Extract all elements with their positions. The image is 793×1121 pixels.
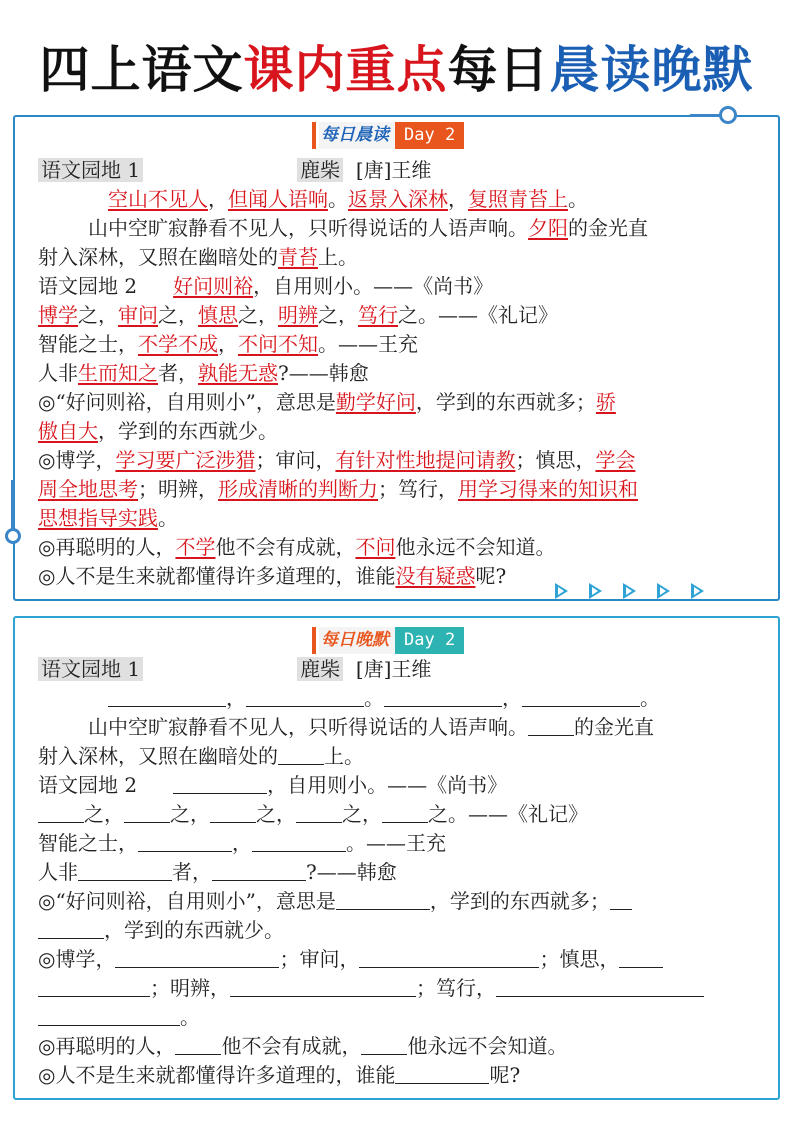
morning-badge [312, 122, 464, 149]
shangshu-line [38, 771, 758, 800]
answer: 审问 [118, 303, 158, 327]
shangshu-line [38, 272, 758, 301]
blank[interactable] [619, 947, 663, 968]
answer: 不学 [175, 535, 216, 559]
text: 他永远不会知道。 [395, 535, 556, 559]
blank[interactable] [210, 802, 256, 823]
blank[interactable] [230, 976, 416, 997]
blank[interactable] [361, 1034, 407, 1055]
text: 他永远不会知道。 [407, 1034, 568, 1058]
answer: 骄 [595, 390, 616, 414]
text: ，学到的东西就少。 [104, 918, 284, 942]
text: 他不会有成就， [221, 1034, 362, 1058]
blank[interactable] [138, 831, 232, 852]
poem-line-4: 复照青苔上 [468, 187, 568, 211]
text: 射入深林，又照在幽暗处的 [38, 245, 278, 269]
blank[interactable] [115, 947, 279, 968]
explanation-line-2 [38, 243, 758, 272]
smart-line [38, 1032, 758, 1061]
answer: 有针对性地提问请教 [335, 448, 516, 472]
meaning-line-2 [38, 916, 758, 945]
liji-line [38, 800, 758, 829]
poem-line-1: 空山不见人 [108, 187, 208, 211]
text: 山中空旷寂静看不见人，只听得说话的人语声响。 [88, 715, 528, 739]
evening-badge [312, 627, 464, 654]
boxue-line-1 [38, 446, 758, 475]
badge-label: 每日晚默 [319, 627, 395, 654]
text: ；慎思， [539, 947, 620, 971]
answer: 用学习得来的知识和 [458, 477, 638, 501]
hanyu-line [38, 359, 758, 388]
boxue-line-3 [38, 1003, 758, 1032]
blank[interactable] [610, 889, 632, 910]
answer: 笃行 [358, 303, 398, 327]
evening-content [38, 655, 758, 1090]
title-part-3: 每日 [447, 41, 550, 99]
boxue-line-2 [38, 475, 758, 504]
blank[interactable] [124, 802, 170, 823]
text: 之， [78, 303, 118, 327]
text: 呢? [489, 1063, 521, 1087]
liji-line [38, 301, 758, 330]
blank[interactable] [252, 831, 346, 852]
frame-left-circle [5, 528, 21, 544]
text: 之， [342, 802, 382, 826]
text: ，学到的东西就多； [415, 390, 596, 414]
text: ；审问， [279, 947, 360, 971]
answer: 周全地思考 [38, 477, 138, 501]
answer: 明辨 [278, 303, 318, 327]
blank[interactable] [278, 744, 324, 765]
text: ；慎思， [515, 448, 596, 472]
morning-content [38, 156, 758, 591]
text: 上。 [324, 744, 364, 768]
blank[interactable] [175, 1034, 221, 1055]
text: ◎“好问则裕，自用则小”，意思是 [38, 889, 336, 913]
text: ◎再聪明的人， [38, 1034, 176, 1058]
text: ◎博学， [38, 448, 116, 472]
poem-line-2: 但闻人语响 [228, 187, 328, 211]
title-part-2: 课内重点 [243, 41, 448, 99]
punct: ， [448, 187, 468, 211]
text: ，自用则小。——《尚书》 [267, 773, 508, 797]
text: 人非 [38, 860, 78, 884]
text: 。 [180, 1005, 200, 1029]
text: 的金光直 [574, 715, 654, 739]
section-label: 语文园地 1 [38, 657, 143, 681]
blank[interactable] [496, 976, 704, 997]
text: ；笃行， [416, 976, 496, 1000]
answer: 博学 [38, 303, 78, 327]
blank[interactable] [212, 860, 306, 881]
meaning-line-1 [38, 887, 758, 916]
boxue-line-1 [38, 945, 758, 974]
punct: 。 [328, 187, 348, 211]
text: ，学到的东西就少。 [98, 419, 278, 443]
poem-author: [唐]王维 [355, 158, 432, 182]
title-part-4: 晨读晚默 [549, 41, 754, 99]
text: 之， [170, 802, 210, 826]
poem-author: [唐]王维 [355, 657, 432, 681]
section-label: 语文园地 2 [38, 274, 138, 298]
text: 之， [84, 802, 124, 826]
text: 者， [172, 860, 212, 884]
boxue-line-3 [38, 504, 758, 533]
blank[interactable] [359, 947, 539, 968]
blank[interactable] [38, 1005, 180, 1026]
explanation-line-1 [38, 214, 758, 243]
text: 的金光直 [568, 216, 648, 240]
text: ；明辨， [138, 477, 218, 501]
text: 者， [158, 361, 198, 385]
section-label: 语文园地 2 [38, 773, 138, 797]
text: 山中空旷寂静看不见人，只听得说话的人语声响。 [88, 216, 528, 240]
answer: 没有疑惑 [395, 564, 476, 588]
text: ?——韩愈 [306, 860, 397, 884]
answer: 不问 [355, 535, 396, 559]
punct: 。 [568, 187, 588, 211]
blank[interactable] [108, 686, 226, 707]
answer: 学会 [595, 448, 636, 472]
text: 上。 [318, 245, 358, 269]
text: 智能之士， [38, 332, 138, 356]
explanation-line-2 [38, 742, 758, 771]
answer: 青苔 [278, 245, 318, 269]
poem-title: 鹿柴 [297, 158, 343, 182]
text: 。——王充 [318, 332, 418, 356]
blank[interactable] [246, 686, 364, 707]
answer: 傲自大 [38, 419, 98, 443]
badge-accent-bar [312, 627, 316, 654]
boxue-line-2 [38, 974, 758, 1003]
text: 他不会有成就， [215, 535, 356, 559]
text: ；明辨， [150, 976, 230, 1000]
answer: 慎思 [198, 303, 238, 327]
blank[interactable] [528, 715, 574, 736]
poem-line-3: 返景入深林 [348, 187, 448, 211]
blank[interactable] [38, 802, 84, 823]
text: 之， [238, 303, 278, 327]
text: 人非 [38, 361, 78, 385]
blank[interactable] [395, 1063, 489, 1084]
text: 之， [158, 303, 198, 327]
blank[interactable] [296, 802, 342, 823]
answer: 勤学好问 [335, 390, 416, 414]
answer: 不问不知 [238, 332, 318, 356]
answer: 形成清晰的判断力 [218, 477, 378, 501]
blank[interactable] [336, 889, 430, 910]
hanyu-line [38, 858, 758, 887]
blank[interactable] [173, 773, 267, 794]
punct: ， [208, 187, 228, 211]
badge-label: 每日晨读 [319, 122, 395, 149]
badge-day: Day 2 [395, 122, 464, 149]
text: ◎人不是生来就都懂得许多道理的，谁能 [38, 564, 396, 588]
blank[interactable] [522, 686, 640, 707]
text: ；审问， [255, 448, 336, 472]
answer: 夕阳 [528, 216, 568, 240]
text: 。——王充 [346, 831, 446, 855]
text: 之。——《礼记》 [398, 303, 558, 327]
answer: 生而知之 [78, 361, 158, 385]
answer: 不学不成 [138, 332, 218, 356]
badge-accent-bar [312, 122, 316, 149]
smart-line [38, 533, 758, 562]
answer: 孰能无惑 [198, 361, 278, 385]
meaning-line-2 [38, 417, 758, 446]
text: ◎“好问则裕，自用则小”，意思是 [38, 390, 336, 414]
text: ，自用则小。——《尚书》 [253, 274, 494, 298]
text: ◎人不是生来就都懂得许多道理的，谁能 [38, 1063, 396, 1087]
poem-blank-line: ， 。 ， 。 [38, 684, 758, 713]
wangchong-line [38, 829, 758, 858]
blank[interactable] [78, 860, 172, 881]
section-label: 语文园地 1 [38, 158, 143, 182]
text: ；笃行， [378, 477, 458, 501]
answer: 好问则裕 [173, 274, 254, 298]
text: ，学到的东西就多； [429, 889, 610, 913]
page-title [0, 40, 793, 100]
blank[interactable] [382, 802, 428, 823]
born-line [38, 1061, 758, 1090]
text: ， [218, 332, 238, 356]
wangchong-line [38, 330, 758, 359]
answer: 学习要广泛涉猎 [115, 448, 256, 472]
poem-header-row [38, 655, 758, 684]
explanation-line-1 [38, 713, 758, 742]
meaning-line-1 [38, 388, 758, 417]
frame-top-right-deco-line [690, 114, 722, 117]
text: ◎再聪明的人， [38, 535, 176, 559]
frame-top-right-circle [719, 106, 737, 124]
text: 之， [318, 303, 358, 327]
title-part-1: 四上语文 [39, 41, 244, 99]
poem-title: 鹿柴 [297, 657, 343, 681]
text: 智能之士， [38, 831, 138, 855]
blank[interactable] [384, 686, 502, 707]
text: 射入深林，又照在幽暗处的 [38, 744, 278, 768]
text: ， [232, 831, 252, 855]
text: 。 [158, 506, 178, 530]
text: 之。——《礼记》 [428, 802, 588, 826]
blank[interactable] [38, 976, 150, 997]
text: ◎博学， [38, 947, 116, 971]
poem-lines [38, 185, 758, 214]
answer: 思想指导实践 [38, 506, 158, 530]
blank[interactable] [38, 918, 104, 939]
text: 之， [256, 802, 296, 826]
text: 呢? [475, 564, 507, 588]
born-line [38, 562, 758, 591]
badge-day: Day 2 [395, 627, 464, 654]
text: ?——韩愈 [278, 361, 369, 385]
poem-header-row [38, 156, 758, 185]
